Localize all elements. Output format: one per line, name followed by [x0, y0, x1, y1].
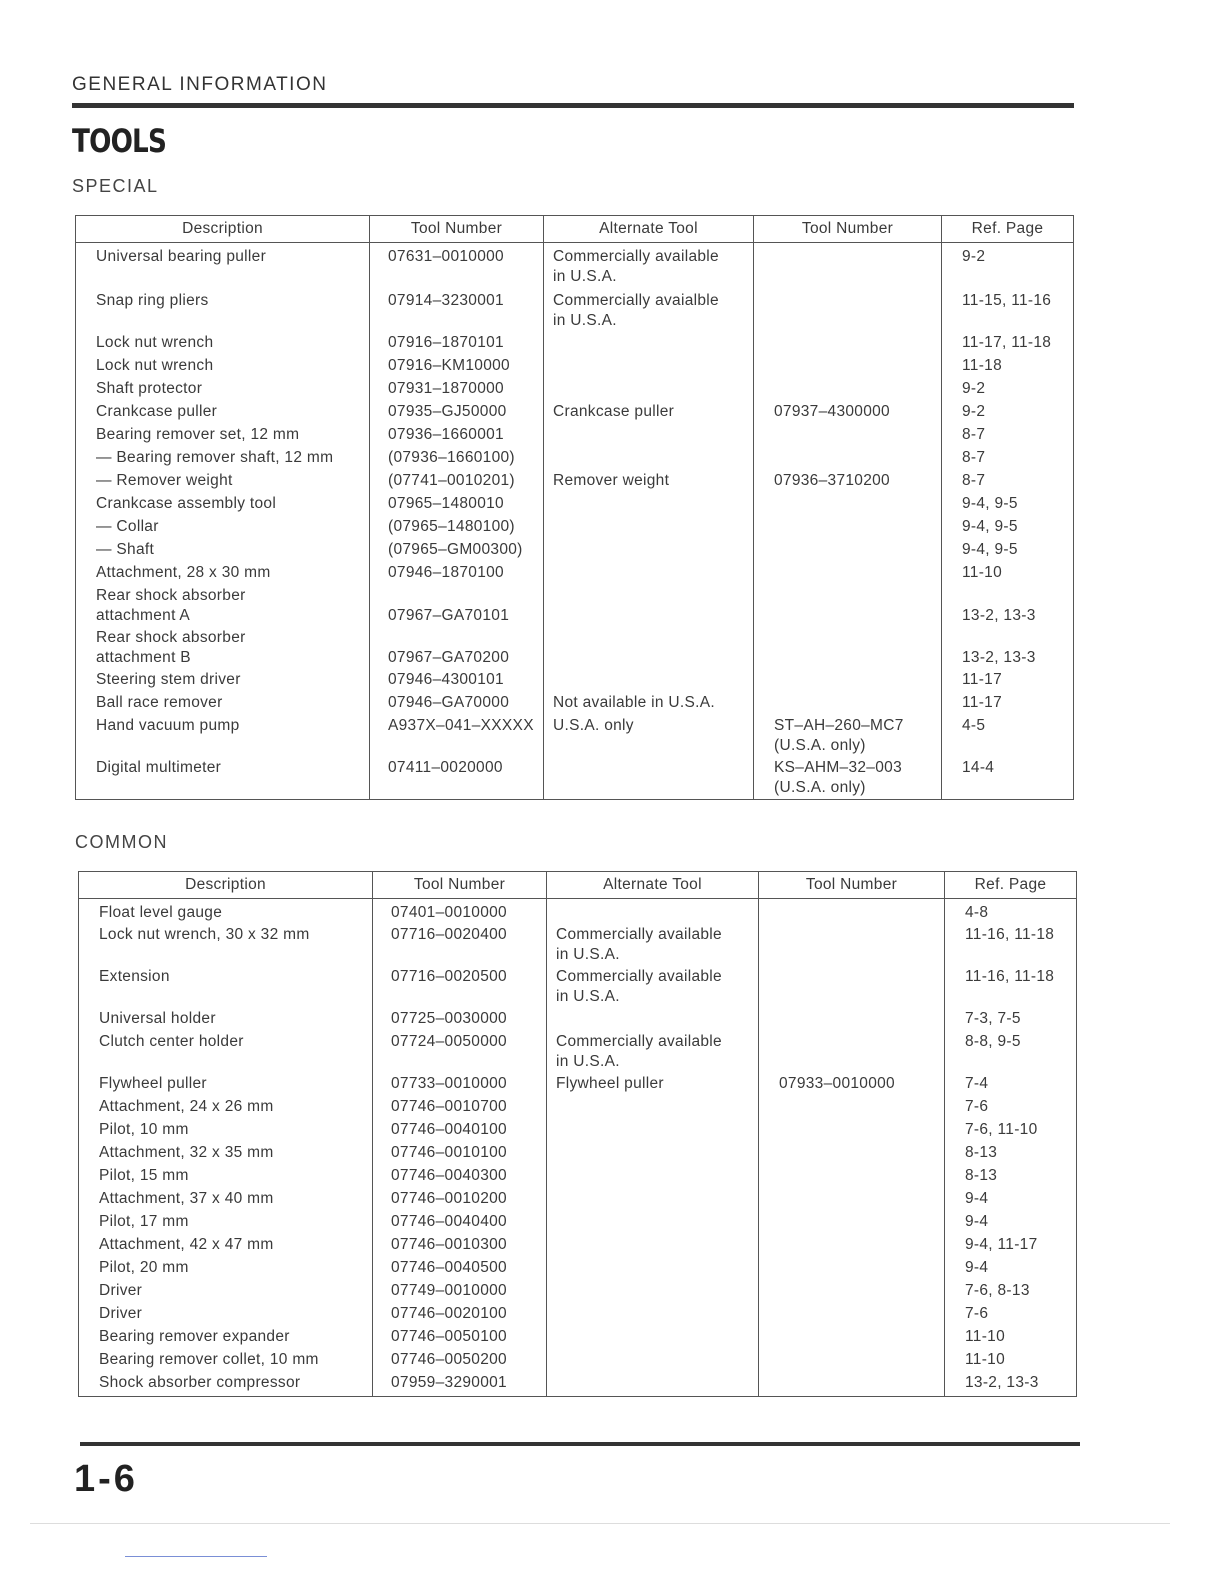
cell-tool-number: 07916–1870101 [370, 331, 544, 354]
cell-alternate-tool [544, 756, 754, 800]
cell-ref-page: 9-4 [945, 1210, 1077, 1233]
table-row [79, 1279, 1077, 1302]
column-header-description: Description [79, 872, 373, 899]
cell-description: Pilot, 10 mm [79, 1118, 373, 1141]
cell-description: — Shaft [76, 538, 370, 561]
cell-tool-number: 07746–0010200 [373, 1187, 547, 1210]
table-row [76, 243, 1074, 289]
table-row [76, 377, 1074, 400]
cell-alt-tool-number [759, 1141, 945, 1164]
table-row [76, 691, 1074, 714]
cell-alternate-tool: Flywheel puller [547, 1072, 759, 1095]
table-row [79, 965, 1077, 1007]
cell-description: Universal holder [79, 1007, 373, 1030]
cell-tool-number: 07724–0050000 [373, 1030, 547, 1072]
cell-alternate-tool: Remover weight [544, 469, 754, 492]
cell-alt-tool-number [759, 1187, 945, 1210]
table-row [79, 1348, 1077, 1371]
cell-description: Steering stem driver [76, 668, 370, 691]
table-row [79, 1325, 1077, 1348]
cell-tool-number: 07935–GJ50000 [370, 400, 544, 423]
cell-alt-tool-number [759, 1233, 945, 1256]
column-header-tool-number: Tool Number [373, 872, 547, 899]
cell-alt-tool-number [759, 899, 945, 924]
cell-alt-tool-number: KS–AHM–32–003 (U.S.A. only) [754, 756, 942, 800]
table-row [76, 756, 1074, 800]
cell-tool-number: 07411–0020000 [370, 756, 544, 800]
cell-description: Attachment, 28 x 30 mm [76, 561, 370, 584]
cell-description: Universal bearing puller [76, 243, 370, 289]
cell-ref-page: 8-13 [945, 1164, 1077, 1187]
cell-alternate-tool [547, 1256, 759, 1279]
cell-alternate-tool [547, 1371, 759, 1396]
cell-alternate-tool [544, 354, 754, 377]
cell-description: Attachment, 42 x 47 mm [79, 1233, 373, 1256]
cell-description: Lock nut wrench [76, 331, 370, 354]
cell-alt-tool-number [759, 1007, 945, 1030]
cell-ref-page: 11-17, 11-18 [942, 331, 1074, 354]
cell-description: Attachment, 24 x 26 mm [79, 1095, 373, 1118]
cell-description: Lock nut wrench [76, 354, 370, 377]
cell-description: — Collar [76, 515, 370, 538]
cell-ref-page: 9-2 [942, 400, 1074, 423]
cell-tool-number: 07946–GA70000 [370, 691, 544, 714]
cell-alternate-tool [547, 1164, 759, 1187]
cell-tool-number: 07946–1870100 [370, 561, 544, 584]
cell-alt-tool-number: 07936–3710200 [754, 469, 942, 492]
table-row [79, 1210, 1077, 1233]
cell-tool-number: 07401–0010000 [373, 899, 547, 924]
cell-ref-page: 11-16, 11-18 [945, 965, 1077, 1007]
cell-description: Attachment, 32 x 35 mm [79, 1141, 373, 1164]
cell-alt-tool-number [759, 965, 945, 1007]
table-row [79, 1302, 1077, 1325]
cell-description: Bearing remover expander [79, 1325, 373, 1348]
cell-description: Driver [79, 1302, 373, 1325]
cell-description: Bearing remover collet, 10 mm [79, 1348, 373, 1371]
cell-alt-tool-number [754, 331, 942, 354]
cell-tool-number: 07746–0040300 [373, 1164, 547, 1187]
cell-ref-page: 9-4, 11-17 [945, 1233, 1077, 1256]
cell-description: Pilot, 17 mm [79, 1210, 373, 1233]
cell-alt-tool-number [754, 446, 942, 469]
page-title: TOOLS [72, 122, 167, 160]
cell-tool-number: 07746–0010100 [373, 1141, 547, 1164]
column-header-alt-tool-number: Tool Number [754, 216, 942, 243]
cell-alt-tool-number [754, 423, 942, 446]
cell-ref-page: 11-10 [945, 1348, 1077, 1371]
cell-alt-tool-number: 07937–4300000 [754, 400, 942, 423]
cell-description: Bearing remover set, 12 mm [76, 423, 370, 446]
table-row [76, 469, 1074, 492]
cell-description: Flywheel puller [79, 1072, 373, 1095]
cell-alternate-tool [544, 561, 754, 584]
table-row [79, 1095, 1077, 1118]
cell-ref-page: 11-18 [942, 354, 1074, 377]
cell-alt-tool-number [754, 561, 942, 584]
cell-alt-tool-number [759, 1371, 945, 1396]
cell-alternate-tool [547, 1348, 759, 1371]
cell-ref-page: 9-4 [945, 1256, 1077, 1279]
cell-alternate-tool [547, 1007, 759, 1030]
cell-tool-number: 07716–0020400 [373, 923, 547, 965]
cell-alternate-tool: Crankcase puller [544, 400, 754, 423]
cell-alt-tool-number [759, 1164, 945, 1187]
cell-alt-tool-number [759, 1348, 945, 1371]
cell-alt-tool-number [754, 668, 942, 691]
cell-tool-number: 07749–0010000 [373, 1279, 547, 1302]
table-row [79, 1256, 1077, 1279]
cell-description: Extension [79, 965, 373, 1007]
cell-alt-tool-number [754, 354, 942, 377]
cell-alt-tool-number [754, 377, 942, 400]
cell-description: Rear shock absorber attachment B [76, 626, 370, 668]
table-row [76, 492, 1074, 515]
cell-alternate-tool [544, 668, 754, 691]
section-header: GENERAL INFORMATION [72, 74, 328, 95]
cell-tool-number: (07965–GM00300) [370, 538, 544, 561]
cell-tool-number: 07746–0020100 [373, 1302, 547, 1325]
cell-alternate-tool [547, 1233, 759, 1256]
cell-alternate-tool: Not available in U.S.A. [544, 691, 754, 714]
special-heading: SPECIAL [72, 176, 159, 196]
cell-tool-number: 07916–KM10000 [370, 354, 544, 377]
table-header-row [79, 872, 1077, 899]
cell-alt-tool-number [754, 691, 942, 714]
cell-alt-tool-number: ST–AH–260–MC7 (U.S.A. only) [754, 714, 942, 756]
table-row [79, 1030, 1077, 1072]
cell-description: Ball race remover [76, 691, 370, 714]
cell-ref-page: 9-4 [945, 1187, 1077, 1210]
cell-alternate-tool: Commercially avaialble in U.S.A. [544, 289, 754, 331]
cell-ref-page: 13-2, 13-3 [942, 584, 1074, 626]
header-rule [72, 103, 1074, 108]
cell-tool-number: 07746–0040400 [373, 1210, 547, 1233]
cell-ref-page: 11-17 [942, 691, 1074, 714]
cell-alt-tool-number [759, 1118, 945, 1141]
cell-alternate-tool [544, 377, 754, 400]
cell-alternate-tool [547, 1141, 759, 1164]
cell-ref-page: 11-16, 11-18 [945, 923, 1077, 965]
cell-description: Driver [79, 1279, 373, 1302]
table-row [76, 584, 1074, 626]
cell-ref-page: 7-4 [945, 1072, 1077, 1095]
cell-ref-page: 8-7 [942, 469, 1074, 492]
column-header-alternate-tool: Alternate Tool [547, 872, 759, 899]
cell-tool-number: 07936–1660001 [370, 423, 544, 446]
cell-alt-tool-number [759, 1210, 945, 1233]
column-header-ref-page: Ref. Page [942, 216, 1074, 243]
cell-alt-tool-number [759, 1256, 945, 1279]
cell-ref-page: 7-6 [945, 1302, 1077, 1325]
cell-tool-number: 07746–0010300 [373, 1233, 547, 1256]
cell-ref-page: 7-6, 8-13 [945, 1279, 1077, 1302]
column-header-tool-number: Tool Number [370, 216, 544, 243]
footer-rule [80, 1442, 1080, 1446]
table-row [76, 331, 1074, 354]
column-header-description: Description [76, 216, 370, 243]
table-row [79, 1007, 1077, 1030]
cell-ref-page: 4-5 [942, 714, 1074, 756]
cell-tool-number: 07959–3290001 [373, 1371, 547, 1396]
cell-tool-number: 07746–0050200 [373, 1348, 547, 1371]
cell-description: Crankcase puller [76, 400, 370, 423]
table-row [79, 1164, 1077, 1187]
cell-tool-number: 07746–0010700 [373, 1095, 547, 1118]
cell-alt-tool-number [759, 923, 945, 965]
cell-description: Pilot, 15 mm [79, 1164, 373, 1187]
table-row [76, 446, 1074, 469]
cell-tool-number: 07631–0010000 [370, 243, 544, 289]
cell-description: Attachment, 37 x 40 mm [79, 1187, 373, 1210]
cell-alternate-tool [547, 1210, 759, 1233]
table-row [76, 714, 1074, 756]
cell-ref-page: 9-4, 9-5 [942, 492, 1074, 515]
cell-tool-number: 07746–0040500 [373, 1256, 547, 1279]
cell-description: Shock absorber compressor [79, 1371, 373, 1396]
table-row [79, 1072, 1077, 1095]
cell-description: Rear shock absorber attachment A [76, 584, 370, 626]
cell-ref-page: 9-4, 9-5 [942, 538, 1074, 561]
special-tools-table [75, 215, 1074, 800]
cell-alt-tool-number [759, 1030, 945, 1072]
column-header-alt-tool-number: Tool Number [759, 872, 945, 899]
cell-ref-page: 11-10 [942, 561, 1074, 584]
table-row [79, 1371, 1077, 1396]
cell-alt-tool-number [754, 492, 942, 515]
cell-alternate-tool [544, 584, 754, 626]
cell-ref-page: 11-15, 11-16 [942, 289, 1074, 331]
cell-description: Shaft protector [76, 377, 370, 400]
common-heading: COMMON [75, 832, 168, 852]
cell-description: Hand vacuum pump [76, 714, 370, 756]
table-header-row [76, 216, 1074, 243]
cell-ref-page: 9-2 [942, 243, 1074, 289]
cell-ref-page: 8-7 [942, 446, 1074, 469]
cell-alt-tool-number [754, 289, 942, 331]
cell-tool-number: 07967–GA70200 [370, 626, 544, 668]
table-row [79, 1141, 1077, 1164]
cell-description: Digital multimeter [76, 756, 370, 800]
table-row [79, 1233, 1077, 1256]
table-row [79, 1118, 1077, 1141]
table-row [76, 354, 1074, 377]
cell-ref-page: 9-4, 9-5 [942, 515, 1074, 538]
cell-alternate-tool [547, 1302, 759, 1325]
cell-ref-page: 14-4 [942, 756, 1074, 800]
cell-tool-number: 07733–0010000 [373, 1072, 547, 1095]
cell-alt-tool-number [759, 1302, 945, 1325]
page-number: 1-6 [74, 1458, 138, 1500]
cell-description: Lock nut wrench, 30 x 32 mm [79, 923, 373, 965]
cell-alt-tool-number [754, 243, 942, 289]
cell-ref-page: 7-3, 7-5 [945, 1007, 1077, 1030]
column-header-ref-page: Ref. Page [945, 872, 1077, 899]
table-row [76, 668, 1074, 691]
cell-alternate-tool [547, 1325, 759, 1348]
cell-tool-number: 07965–1480010 [370, 492, 544, 515]
cell-alternate-tool [544, 492, 754, 515]
cell-alternate-tool [547, 1095, 759, 1118]
cell-description: Float level gauge [79, 899, 373, 924]
cell-alt-tool-number [759, 1325, 945, 1348]
cell-tool-number: (07965–1480100) [370, 515, 544, 538]
cell-alternate-tool: Commercially available in U.S.A. [547, 923, 759, 965]
cell-ref-page: 11-17 [942, 668, 1074, 691]
cell-ref-page: 7-6, 11-10 [945, 1118, 1077, 1141]
common-tools-table [78, 871, 1077, 1397]
cell-ref-page: 4-8 [945, 899, 1077, 924]
table-row [76, 423, 1074, 446]
cell-ref-page: 8-7 [942, 423, 1074, 446]
cell-alt-tool-number [754, 584, 942, 626]
table-row [79, 1187, 1077, 1210]
cell-alternate-tool [544, 423, 754, 446]
cell-alt-tool-number [754, 626, 942, 668]
cell-ref-page: 9-2 [942, 377, 1074, 400]
cell-tool-number: 07746–0040100 [373, 1118, 547, 1141]
table-row [79, 899, 1077, 924]
cell-alt-tool-number: 07933–0010000 [759, 1072, 945, 1095]
cell-alternate-tool [547, 1279, 759, 1302]
cell-tool-number: 07967–GA70101 [370, 584, 544, 626]
table-row [79, 923, 1077, 965]
cell-description: — Bearing remover shaft, 12 mm [76, 446, 370, 469]
cell-alt-tool-number [759, 1279, 945, 1302]
table-row [76, 515, 1074, 538]
cell-alternate-tool [547, 1187, 759, 1210]
cell-alternate-tool: Commercially available in U.S.A. [547, 965, 759, 1007]
cell-tool-number: 07746–0050100 [373, 1325, 547, 1348]
cell-description: Clutch center holder [79, 1030, 373, 1072]
cell-ref-page: 8-8, 9-5 [945, 1030, 1077, 1072]
cell-alternate-tool [544, 446, 754, 469]
cell-alternate-tool [544, 515, 754, 538]
cell-ref-page: 13-2, 13-3 [942, 626, 1074, 668]
cell-alt-tool-number [754, 515, 942, 538]
cell-description: Crankcase assembly tool [76, 492, 370, 515]
cell-tool-number: 07914–3230001 [370, 289, 544, 331]
cell-ref-page: 7-6 [945, 1095, 1077, 1118]
cell-tool-number: 07946–4300101 [370, 668, 544, 691]
cell-alternate-tool [544, 538, 754, 561]
cell-description: Snap ring pliers [76, 289, 370, 331]
cell-alternate-tool: Commercially available in U.S.A. [544, 243, 754, 289]
scan-artifact-line [30, 1523, 1170, 1524]
table-row [76, 561, 1074, 584]
cell-tool-number: 07716–0020500 [373, 965, 547, 1007]
cell-alternate-tool [544, 626, 754, 668]
cell-alt-tool-number [754, 538, 942, 561]
table-row [76, 400, 1074, 423]
cell-ref-page: 13-2, 13-3 [945, 1371, 1077, 1396]
cell-alternate-tool: Commercially available in U.S.A. [547, 1030, 759, 1072]
column-header-alternate-tool: Alternate Tool [544, 216, 754, 243]
cell-tool-number: (07741–0010201) [370, 469, 544, 492]
cell-alternate-tool [544, 331, 754, 354]
cell-description: — Remover weight [76, 469, 370, 492]
table-row [76, 538, 1074, 561]
cell-tool-number: 07725–0030000 [373, 1007, 547, 1030]
table-row [76, 289, 1074, 331]
cell-alt-tool-number [759, 1095, 945, 1118]
cell-tool-number: (07936–1660100) [370, 446, 544, 469]
cell-ref-page: 8-13 [945, 1141, 1077, 1164]
cell-alternate-tool [547, 899, 759, 924]
cell-alternate-tool [547, 1118, 759, 1141]
cell-ref-page: 11-10 [945, 1325, 1077, 1348]
cell-alternate-tool: U.S.A. only [544, 714, 754, 756]
cell-tool-number: 07931–1870000 [370, 377, 544, 400]
cell-tool-number: A937X–041–XXXXX [370, 714, 544, 756]
table-row [76, 626, 1074, 668]
cell-description: Pilot, 20 mm [79, 1256, 373, 1279]
scan-artifact-underline [125, 1556, 267, 1557]
